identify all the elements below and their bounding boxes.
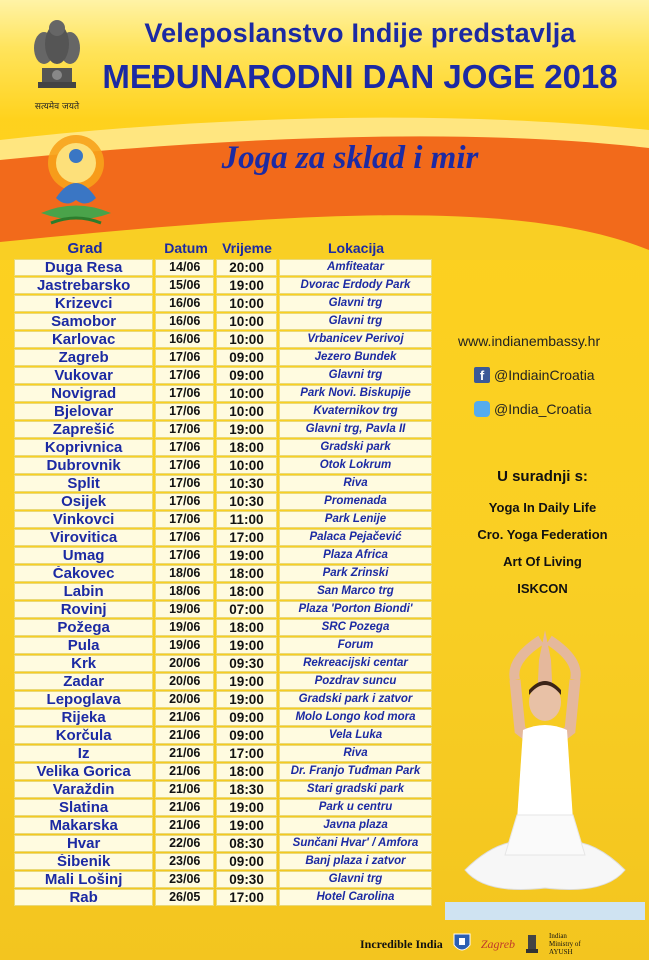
cell-datum: 19/06 [155, 637, 214, 654]
cell-grad: Makarska [14, 817, 153, 834]
header-grad: Grad [67, 239, 103, 257]
cell-lokacija: Amfiteatar [279, 259, 432, 276]
partner-item: Yoga In Daily Life [488, 500, 597, 515]
cell-grad: Šibenik [14, 853, 153, 870]
twitter-label: @India_Croatia [494, 401, 592, 417]
table-row [14, 546, 434, 564]
cell-grad: Varaždin [14, 781, 153, 798]
cell-grad: Rijeka [14, 709, 153, 726]
zagreb-crest-icon [453, 933, 471, 955]
cell-vrijeme: 17:00 [216, 529, 277, 546]
cell-vrijeme: 18:30 [216, 781, 277, 798]
cell-vrijeme: 10:00 [216, 403, 277, 420]
cell-datum: 17/06 [155, 403, 214, 420]
cell-datum: 14/06 [155, 259, 214, 276]
cell-vrijeme: 19:00 [216, 277, 277, 294]
cell-grad: Slatina [14, 799, 153, 816]
cell-datum: 16/06 [155, 331, 214, 348]
cell-vrijeme: 19:00 [216, 673, 277, 690]
cell-datum: 21/06 [155, 745, 214, 762]
twitter-icon [474, 401, 490, 417]
cell-lokacija: Otok Lokrum [279, 457, 432, 474]
cell-datum: 17/06 [155, 439, 214, 456]
cell-vrijeme: 10:00 [216, 295, 277, 312]
cell-lokacija: Rekreacijski centar [279, 655, 432, 672]
cell-vrijeme: 10:00 [216, 313, 277, 330]
ashoka-emblem-icon [22, 10, 92, 110]
twitter-handle[interactable] [474, 401, 592, 417]
cell-grad: Lepoglava [14, 691, 153, 708]
cell-lokacija: Hotel Carolina [279, 889, 432, 906]
partner-item: Cro. Yoga Federation [477, 527, 608, 542]
cell-grad: Velika Gorica [14, 763, 153, 780]
cell-lokacija: Plaza Africa [279, 547, 432, 564]
cell-vrijeme: 10:00 [216, 457, 277, 474]
title-line-2: MEĐUNARODNI DAN JOGE 2018 [102, 58, 618, 95]
cell-grad: Bjelovar [14, 403, 153, 420]
zagreb-logo: Zagreb [480, 936, 516, 951]
cell-lokacija: SRC Pozega [279, 619, 432, 636]
cell-grad: Korčula [14, 727, 153, 744]
ministry-line-1: Indian [549, 932, 567, 940]
cell-grad: Zagreb [14, 349, 153, 366]
cell-vrijeme: 19:00 [216, 547, 277, 564]
cell-datum: 16/06 [155, 313, 214, 330]
events-table [14, 238, 434, 906]
cell-datum: 17/06 [155, 547, 214, 564]
cell-datum: 23/06 [155, 871, 214, 888]
cell-grad: Karlovac [14, 331, 153, 348]
cell-vrijeme: 18:00 [216, 763, 277, 780]
header-vrijeme: Vrijeme [222, 240, 272, 256]
cell-grad: Čakovec [14, 565, 153, 582]
cell-lokacija: Molo Longo kod mora [279, 709, 432, 726]
cell-datum: 17/06 [155, 475, 214, 492]
cell-lokacija: Vrbanicev Perivoj [279, 331, 432, 348]
yoga-woman-image [445, 620, 645, 920]
cell-lokacija: San Marco trg [279, 583, 432, 600]
incredible-india-logo: Incredible India [360, 936, 443, 951]
cell-grad: Iz [14, 745, 153, 762]
cell-vrijeme: 09:00 [216, 727, 277, 744]
ayush-ministry-logo [549, 932, 581, 956]
table-row [14, 348, 434, 366]
cell-grad: Pula [14, 637, 153, 654]
cell-lokacija: Banj plaza i zatvor [279, 853, 432, 870]
cell-vrijeme: 09:00 [216, 349, 277, 366]
cell-grad: Rovinj [14, 601, 153, 618]
cell-vrijeme: 19:00 [216, 421, 277, 438]
cell-vrijeme: 10:00 [216, 331, 277, 348]
ministry-emblem-icon [525, 933, 539, 955]
cell-datum: 23/06 [155, 853, 214, 870]
cell-vrijeme: 07:00 [216, 601, 277, 618]
collaboration-title: U suradnji s: [497, 468, 588, 485]
table-row [14, 564, 434, 582]
cell-lokacija: Forum [279, 637, 432, 654]
cell-datum: 20/06 [155, 655, 214, 672]
ministry-line-2: Ministry of [549, 940, 581, 948]
cell-lokacija: Glavni trg, Pavla II [279, 421, 432, 438]
tagline: Joga za sklad i mir [221, 140, 479, 176]
cell-datum: 17/06 [155, 349, 214, 366]
table-row [14, 438, 434, 456]
cell-datum: 17/06 [155, 385, 214, 402]
table-row [14, 852, 434, 870]
cell-vrijeme: 20:00 [216, 259, 277, 276]
table-row [14, 744, 434, 762]
title-line-1: Veleposlanstvo Indije predstavlja [144, 18, 576, 48]
table-row [14, 816, 434, 834]
cell-vrijeme: 10:00 [216, 385, 277, 402]
cell-lokacija: Dvorac Erdody Park [279, 277, 432, 294]
facebook-handle[interactable] [474, 367, 595, 383]
cell-vrijeme: 08:30 [216, 835, 277, 852]
cell-datum: 18/06 [155, 565, 214, 582]
table-row [14, 294, 434, 312]
ministry-line-3: AYUSH [549, 948, 573, 956]
cell-lokacija: Riva [279, 745, 432, 762]
cell-vrijeme: 18:00 [216, 439, 277, 456]
table-row [14, 636, 434, 654]
cell-datum: 21/06 [155, 817, 214, 834]
cell-lokacija: Park Lenije [279, 511, 432, 528]
cell-vrijeme: 18:00 [216, 583, 277, 600]
cell-lokacija: Jezero Bundek [279, 349, 432, 366]
cell-vrijeme: 19:00 [216, 691, 277, 708]
cell-vrijeme: 17:00 [216, 889, 277, 906]
cell-lokacija: Sunčani Hvar' / Amfora [279, 835, 432, 852]
cell-lokacija: Park u centru [279, 799, 432, 816]
table-row [14, 654, 434, 672]
table-row [14, 780, 434, 798]
cell-vrijeme: 18:00 [216, 565, 277, 582]
cell-datum: 15/06 [155, 277, 214, 294]
table-row [14, 618, 434, 636]
cell-grad: Split [14, 475, 153, 492]
cell-grad: Koprivnica [14, 439, 153, 456]
cell-lokacija: Glavni trg [279, 367, 432, 384]
cell-vrijeme: 17:00 [216, 745, 277, 762]
partner-item: ISKCON [517, 581, 568, 596]
table-row [14, 528, 434, 546]
table-row [14, 402, 434, 420]
cell-datum: 18/06 [155, 583, 214, 600]
table-row [14, 258, 434, 276]
cell-vrijeme: 09:00 [216, 367, 277, 384]
cell-grad: Mali Lošinj [14, 871, 153, 888]
cell-lokacija: Javna plaza [279, 817, 432, 834]
cell-vrijeme: 09:30 [216, 655, 277, 672]
cell-lokacija: Dr. Franjo Tuđman Park [279, 763, 432, 780]
cell-datum: 20/06 [155, 673, 214, 690]
cell-grad: Hvar [14, 835, 153, 852]
table-row [14, 474, 434, 492]
cell-vrijeme: 19:00 [216, 799, 277, 816]
table-row [14, 870, 434, 888]
cell-grad: Požega [14, 619, 153, 636]
table-row [14, 384, 434, 402]
cell-lokacija: Gradski park [279, 439, 432, 456]
cell-grad: Krk [14, 655, 153, 672]
cell-datum: 19/06 [155, 619, 214, 636]
cell-datum: 19/06 [155, 601, 214, 618]
cell-vrijeme: 18:00 [216, 619, 277, 636]
emblem-motto: सत्यमेव जयते [34, 102, 80, 112]
cell-grad: Dubrovnik [14, 457, 153, 474]
cell-grad: Novigrad [14, 385, 153, 402]
cell-datum: 21/06 [155, 781, 214, 798]
table-header [14, 238, 434, 258]
table-row [14, 330, 434, 348]
table-row [14, 798, 434, 816]
cell-datum: 17/06 [155, 421, 214, 438]
cell-datum: 26/05 [155, 889, 214, 906]
table-row [14, 690, 434, 708]
table-row [14, 312, 434, 330]
table-row [14, 420, 434, 438]
cell-grad: Rab [14, 889, 153, 906]
cell-vrijeme: 09:00 [216, 709, 277, 726]
facebook-icon: f [474, 367, 490, 383]
cell-lokacija: Gradski park i zatvor [279, 691, 432, 708]
cell-lokacija: Glavni trg [279, 313, 432, 330]
cell-datum: 17/06 [155, 493, 214, 510]
table-row [14, 888, 434, 906]
cell-datum: 21/06 [155, 763, 214, 780]
cell-datum: 17/06 [155, 511, 214, 528]
cell-lokacija: Riva [279, 475, 432, 492]
cell-grad: Umag [14, 547, 153, 564]
facebook-label: @IndiainCroatia [494, 367, 595, 383]
cell-vrijeme: 19:00 [216, 637, 277, 654]
cell-lokacija: Palaca Pejačević [279, 529, 432, 546]
cell-lokacija: Park Zrinski [279, 565, 432, 582]
cell-lokacija: Promenada [279, 493, 432, 510]
cell-datum: 22/06 [155, 835, 214, 852]
table-row [14, 726, 434, 744]
cell-datum: 20/06 [155, 691, 214, 708]
cell-datum: 16/06 [155, 295, 214, 312]
cell-lokacija: Pozdrav suncu [279, 673, 432, 690]
cell-grad: Samobor [14, 313, 153, 330]
table-row [14, 276, 434, 294]
cell-vrijeme: 19:00 [216, 817, 277, 834]
table-row [14, 510, 434, 528]
cell-grad: Osijek [14, 493, 153, 510]
yoga-day-logo-icon [26, 128, 126, 238]
cell-grad: Labin [14, 583, 153, 600]
cell-lokacija: Park Novi. Biskupije [279, 385, 432, 402]
table-row [14, 366, 434, 384]
cell-grad: Krizevci [14, 295, 153, 312]
cell-lokacija: Stari gradski park [279, 781, 432, 798]
table-row [14, 582, 434, 600]
cell-grad: Zaprešić [14, 421, 153, 438]
website-link[interactable]: www.indianembassy.hr [458, 333, 601, 349]
partner-item: Art Of Living [503, 554, 582, 569]
footer-logos [360, 928, 649, 960]
table-row [14, 762, 434, 780]
cell-lokacija: Plaza 'Porton Biondi' [279, 601, 432, 618]
cell-lokacija: Kvaternikov trg [279, 403, 432, 420]
header-datum: Datum [164, 240, 208, 256]
cell-datum: 17/06 [155, 367, 214, 384]
cell-grad: Vukovar [14, 367, 153, 384]
header-lokacija: Lokacija [327, 240, 385, 256]
cell-datum: 21/06 [155, 799, 214, 816]
cell-vrijeme: 11:00 [216, 511, 277, 528]
table-row [14, 834, 434, 852]
cell-datum: 17/06 [155, 457, 214, 474]
cell-lokacija: Glavni trg [279, 295, 432, 312]
table-row [14, 708, 434, 726]
cell-grad: Jastrebarsko [14, 277, 153, 294]
cell-grad: Virovitica [14, 529, 153, 546]
cell-vrijeme: 09:00 [216, 853, 277, 870]
cell-vrijeme: 10:30 [216, 493, 277, 510]
cell-lokacija: Vela Luka [279, 727, 432, 744]
cell-datum: 21/06 [155, 727, 214, 744]
cell-vrijeme: 09:30 [216, 871, 277, 888]
cell-grad: Duga Resa [14, 259, 153, 276]
table-row [14, 492, 434, 510]
cell-grad: Vinkovci [14, 511, 153, 528]
table-row [14, 672, 434, 690]
table-body [14, 258, 434, 906]
cell-grad: Zadar [14, 673, 153, 690]
table-row [14, 456, 434, 474]
table-row [14, 600, 434, 618]
cell-lokacija: Glavni trg [279, 871, 432, 888]
cell-datum: 21/06 [155, 709, 214, 726]
cell-vrijeme: 10:30 [216, 475, 277, 492]
cell-datum: 17/06 [155, 529, 214, 546]
